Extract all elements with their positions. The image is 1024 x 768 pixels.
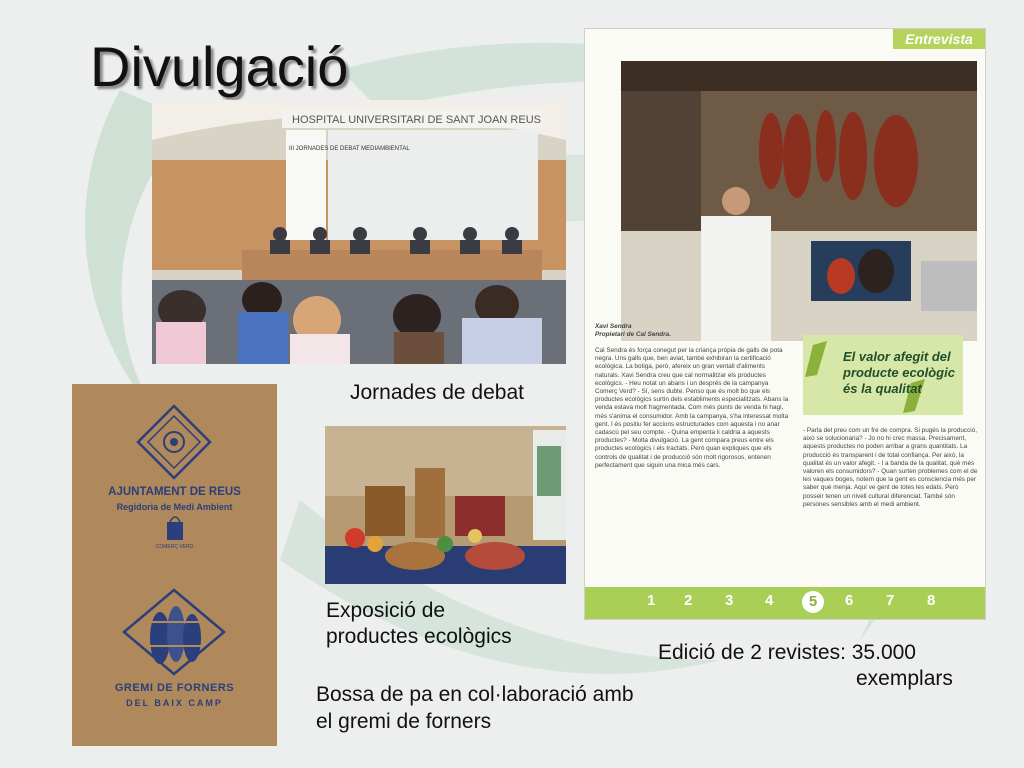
magazine-author-name: Xavi Sendra	[595, 323, 632, 330]
page-number: 1	[647, 592, 656, 609]
conference-photo	[152, 100, 566, 364]
bread-bag-photo	[72, 384, 277, 746]
slide-title: Divulgació	[90, 35, 349, 98]
conference-side-banner: III JORNADES DE DEBAT MEDIAMBIENTAL	[289, 146, 410, 152]
bag-org1-line1: AJUNTAMENT DE REUS	[108, 486, 241, 498]
caption-bag-line2: el gremi de forners	[316, 710, 492, 733]
conference-banner: HOSPITAL UNIVERSITARI DE SANT JOAN REUS	[292, 114, 541, 126]
bag-small-logo-text: COMERÇ VERD	[155, 544, 194, 550]
bag-org1-line2: Regidoria de Medi Ambient	[116, 502, 233, 512]
caption-bag-line1: Bossa de pa en col·laboració amb	[316, 683, 634, 706]
caption-exhibition-line1: Exposició de	[326, 599, 446, 622]
page-number-active: 5	[802, 591, 824, 613]
page-number: 3	[725, 592, 734, 609]
caption-magazines-line1: Edició de 2 revistes: 35.000	[658, 641, 916, 664]
caption-magazines-line2: exemplars	[856, 667, 953, 690]
magazine-pull-quote: El valor afegit del producte ecològic és la qualitat	[843, 349, 955, 396]
page-number: 4	[765, 592, 774, 609]
magazine-body-right: - Parla del preu com un fre de compra. Si pugés la producció, això se solucionaria? - Jo no hi crec massa. Precisament, aquests productes no poden arribar a grans quantitats. La producció és transparent i de total confiança. Per això, la qualitat és un valor afegit. - I a banda de la qualitat, què més valoren els consumidors? - Quan surten problemes com el de les vaques boges, notem que la gent es consciencia més per saber què menja. Aquí ve gent de totes les edats. Però posseir tenen un nivell cultural diferenciat. També són persones sensibles amb el medi ambient.	[803, 427, 978, 508]
magazine-page	[584, 28, 986, 620]
magazine-author-role: Propietari de Cal Sendra.	[595, 331, 672, 339]
page-number: 7	[886, 592, 895, 609]
bag-org2-line1: GREMI DE FORNERS	[114, 682, 235, 694]
magazine-author	[595, 323, 795, 339]
magazine-page-strip	[585, 587, 986, 619]
magazine-pull-quote-box	[803, 335, 963, 415]
caption-exhibition-line2: productes ecològics	[326, 625, 512, 648]
bag-org2-line2: DEL BAIX CAMP	[126, 698, 223, 708]
magazine-body-left: Cal Sendra és força conegut per la criança pròpia de galls de pota negra. Uns galls que, ben aviat, també exhibiran la certificació ecològica. La botiga, però, afereix un gran ventall d'aliments naturals. Xavi Sendra creu que cal normalitzar els productes ecològics. - Heu notat un abans i un després de la campanya Comerç Verd? - Sí, sens dubte. Penso que és molt bo que els productes ecològics surtin dels establiments especialitzats. Abans la venda estava molt fragmentada. Com més punts de venda hi hagi, més s'anima el consumidor. Amb la campanya, s'ha interessat molta gent. I és positiu fer accions estructurades com aquesta i no anar cadascú pel seu compte. - Quina empenta li caldria a aquests productes? - Molta divulgació. La gent compara preus entre els productes ecològics i els tractats. Però quan expliques que els controls de qualitat i de producció són molt rigorosos, entenen perfectament que siguin una mica més cars.	[595, 347, 789, 469]
caption-conference: Jornades de debat	[350, 381, 524, 404]
page-number: 6	[845, 592, 854, 609]
page-number: 2	[684, 592, 693, 609]
page-number: 8	[927, 592, 936, 609]
exhibition-photo	[325, 426, 566, 584]
magazine-header: Entrevista	[893, 29, 985, 49]
magazine-photo	[621, 61, 977, 341]
